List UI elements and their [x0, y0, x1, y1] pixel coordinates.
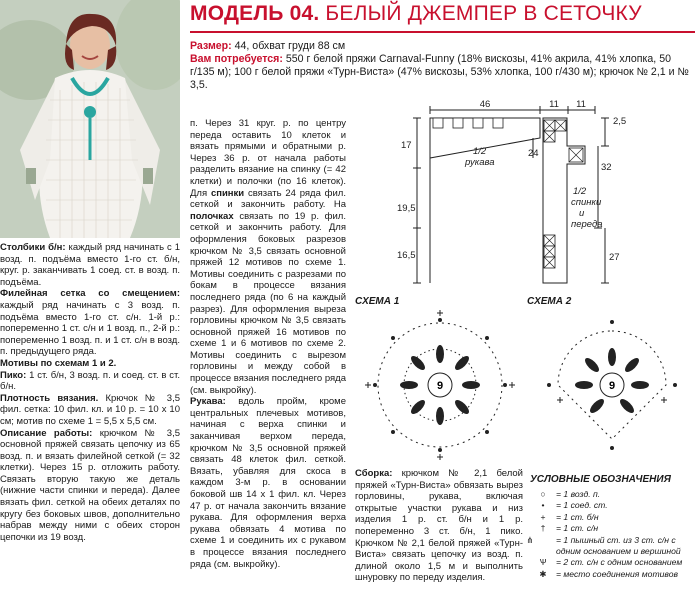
mesh-text: каждый ряд начинать с 3 возд. п. подъёма вместо 1-го ст. с/н. 1-й р.: попеременно 1 ст. с/н и 1 возд. п., 2-й р.: попеременно 1 возд. п. и 1 ст. с/н в возд. п. предыдущего ряда. — [0, 299, 180, 358]
mid-para-2 — [190, 396, 346, 570]
size-value: 44, обхват груди 88 см — [234, 40, 346, 52]
legend-label-dc: = 1 ст. с/н — [556, 523, 599, 534]
materials-line — [190, 53, 695, 92]
mid-t3: связать по 19 р. фил. сеткой и закончить работу. Для оформления боковых разрезов крючком № 3,5 связать основной пряжей 12 мотивов по схеме 1. Мотивы соединить с разрезами по бокам в процессе вязания последнего ряда (по 6 на каждый разрез). Для оформления выреза горловины крючком № 3,5 связать основной пряжей 16 мотивов по схеме 1 и 6 мотивов по схеме 2. Мотивы соединить с вырезом горловины и между собой в процессе вязания последнего ряда (см. выкройку). — [190, 210, 347, 396]
size-label: Размер: — [190, 40, 232, 52]
page-title — [190, 2, 642, 26]
pattern-schematic — [395, 98, 700, 288]
dim-2-5: 2,5 — [613, 116, 627, 127]
para-gauge — [0, 393, 180, 428]
scheme-1-title: СХЕМА 1 — [355, 296, 400, 307]
legend-list — [526, 489, 698, 580]
model-name: БЕЛЫЙ ДЖЕМПЕР В СЕТОЧКУ — [325, 2, 642, 25]
sc-text: каждый ряд начинать с 1 возд. п. подъёма вместо 1-го ст. б/н, круг. р. заканчивать 1 соед. ст. в возд. п. подъёма. — [0, 242, 180, 288]
dim-11b: 11 — [576, 99, 586, 110]
legend-item-chain — [530, 489, 698, 500]
assembly-block — [355, 468, 523, 584]
middle-column — [190, 118, 346, 570]
dim-46: 46 — [479, 99, 491, 110]
legend-label-puff: = 1 пышный ст. из 3 ст. с/н с одним основанием и вершиной — [556, 534, 681, 557]
para-picot — [0, 370, 180, 393]
left-column — [0, 242, 180, 543]
legend-item-dc — [530, 523, 698, 534]
mid-t2: связать 24 ряда фил. сеткой и закончить работу. На — [190, 187, 346, 211]
picot-title: Пико: — [0, 369, 27, 381]
legend-label-slip: = 1 соед. ст. — [556, 500, 608, 511]
legend-item-join — [530, 569, 698, 580]
legend-item-sc — [530, 512, 698, 523]
mid-b1: спинки — [210, 187, 245, 199]
desc-title: Описание работы: — [0, 427, 93, 439]
sc-title: Столбики б/н: — [0, 242, 66, 253]
back-label-1: спинки — [571, 197, 602, 208]
legend-item-2dc — [530, 557, 698, 568]
chain-icon: ○ — [540, 489, 546, 499]
legend-item-slip — [530, 500, 698, 511]
mid-b3: Рукава: — [190, 396, 226, 408]
dim-24: 24 — [528, 148, 539, 159]
legend-label-join: = место соединения мотивов — [556, 568, 678, 579]
back-frac: 1/2 — [573, 186, 587, 197]
dim-11a: 11 — [549, 99, 559, 110]
mesh-title: Филейная сетка со смещением: — [0, 288, 180, 300]
legend-title: УСЛОВНЫЕ ОБОЗНАЧЕНИЯ — [530, 474, 671, 485]
dim-16-5: 16,5 — [397, 250, 416, 261]
join-point-icon: ✱ — [539, 568, 547, 579]
picot-text: 1 ст. б/н, 3 возд. п. и соед. ст. в ст. б/н. — [0, 369, 180, 393]
title-rule — [190, 31, 695, 33]
model-photo — [0, 0, 180, 238]
single-crochet-icon: + — [540, 511, 546, 522]
model-number: МОДЕЛЬ 04. — [190, 2, 320, 25]
size-line — [190, 40, 695, 53]
legend-label-chain: = 1 возд. п. — [556, 489, 601, 499]
materials-block — [190, 40, 695, 92]
materials-label: Вам потребуется: — [190, 53, 283, 65]
motifs-title: Мотивы по схемам 1 и 2. — [0, 357, 117, 369]
gauge-text: Крючок № 3,5 фил. сетка: 10 фил. кл. и 10 р. = 10 х 10 см; мотив по схеме 1 = 5,5 х 5,5 см. — [0, 392, 180, 427]
assembly-title: Сборка: — [355, 468, 393, 479]
mid-t4: вдоль пройм, кроме центральных плечевых мотивов, начиная с верха спинки и заканчивая верхом переда, крючком № 3,5 основной пряжей связать 48 клеток фил. сеткой. Вязать, убавляя для скоса в каждом 3-м р. в основании боковой шв 14 х 1 фил. кл. Через 47 р. от начала закончить вязание рукава. Для оформления верха рукава обвязать 4 мотива по схеме 1 и соединить их с рукавом в процессе вязания последнего ряда (см. выкройку). — [190, 396, 346, 570]
two-dc-icon: Ѱ — [539, 557, 547, 568]
desc-text: крючком № 3,5 основной пряжей связать цепочку из 65 возд. п. и вязать филейной сеткой (= 32 клетки). Через 15 р. отложить работу. Связать вторую такую же деталь (нижние части спинки и переда). Далее вязать фил. сеткой на обеих деталях по кругу без боковых швов, дополнительно набрав между ними с обеих сторон цепочки из 19 возд. — [0, 427, 180, 543]
scheme-2-title: СХЕМА 2 — [527, 296, 572, 307]
mid-para-1 — [190, 118, 346, 396]
model-photo-art — [0, 0, 180, 238]
mid-t1: п. Через 31 круг. р. по центру переда оставить 10 клеток и вязать прямыми и обратными р. Через 36 р. от начала работы разделить вязание на спинку (= 42 клетки) и полочки (по 16 клеток). Для — [190, 118, 346, 199]
dim-32: 32 — [601, 162, 612, 173]
mid-b2: полочках — [190, 210, 234, 222]
legend-block — [526, 474, 698, 580]
dim-19-5: 19,5 — [397, 203, 416, 214]
para-desc — [0, 428, 180, 544]
dim-17: 17 — [401, 140, 412, 151]
puff-stitch-icon: ⋔ — [526, 534, 534, 545]
double-crochet-icon: † — [540, 523, 546, 534]
legend-label-2dc: = 2 ст. с/н с одним основанием — [556, 557, 683, 568]
materials-value: 550 г белой пряжи Carnaval-Funny (18% вискозы, 41% акрила, 41% хлопка, 50 г/135 м); 100 г белой пряжи «Турн-Виста» (47% вискозы, 53% хлопка, 100 г/430 м); крючок № 2,1 и № 3,5. — [190, 53, 689, 91]
scheme-1-center: 9 — [436, 380, 444, 392]
sleeve-frac: 1/2 — [473, 146, 487, 157]
scheme-2-center: 9 — [608, 380, 616, 392]
back-label-2: и — [579, 208, 585, 219]
scheme-2-diagram — [527, 310, 697, 460]
para-mesh — [0, 288, 180, 358]
legend-item-puff — [526, 534, 698, 558]
assembly-text: крючком № 2,1 белой пряжей «Турн-Виста» обвязать вырез горловины, рукава, включая открытые участки рукава и низ изделия 1 р. ст. б/н и 1 р. попеременно 3 ст. б/н, 1 пико. Крючком № 2,1 белой пряжей «Турн-Виста» связать цепочку из возд. п. длиной около 1,5 м и выполнить шнуровку по переду изделия. — [355, 468, 523, 584]
gauge-title: Плотность вязания. — [0, 392, 99, 404]
dim-27: 27 — [609, 252, 620, 263]
para-sc — [0, 242, 180, 288]
slip-stitch-icon: • — [541, 500, 545, 511]
scheme-1-diagram — [355, 310, 525, 460]
back-label-3: переда — [571, 219, 603, 230]
sleeve-label: рукава — [465, 157, 495, 168]
legend-label-sc: = 1 ст. б/н — [556, 511, 599, 522]
